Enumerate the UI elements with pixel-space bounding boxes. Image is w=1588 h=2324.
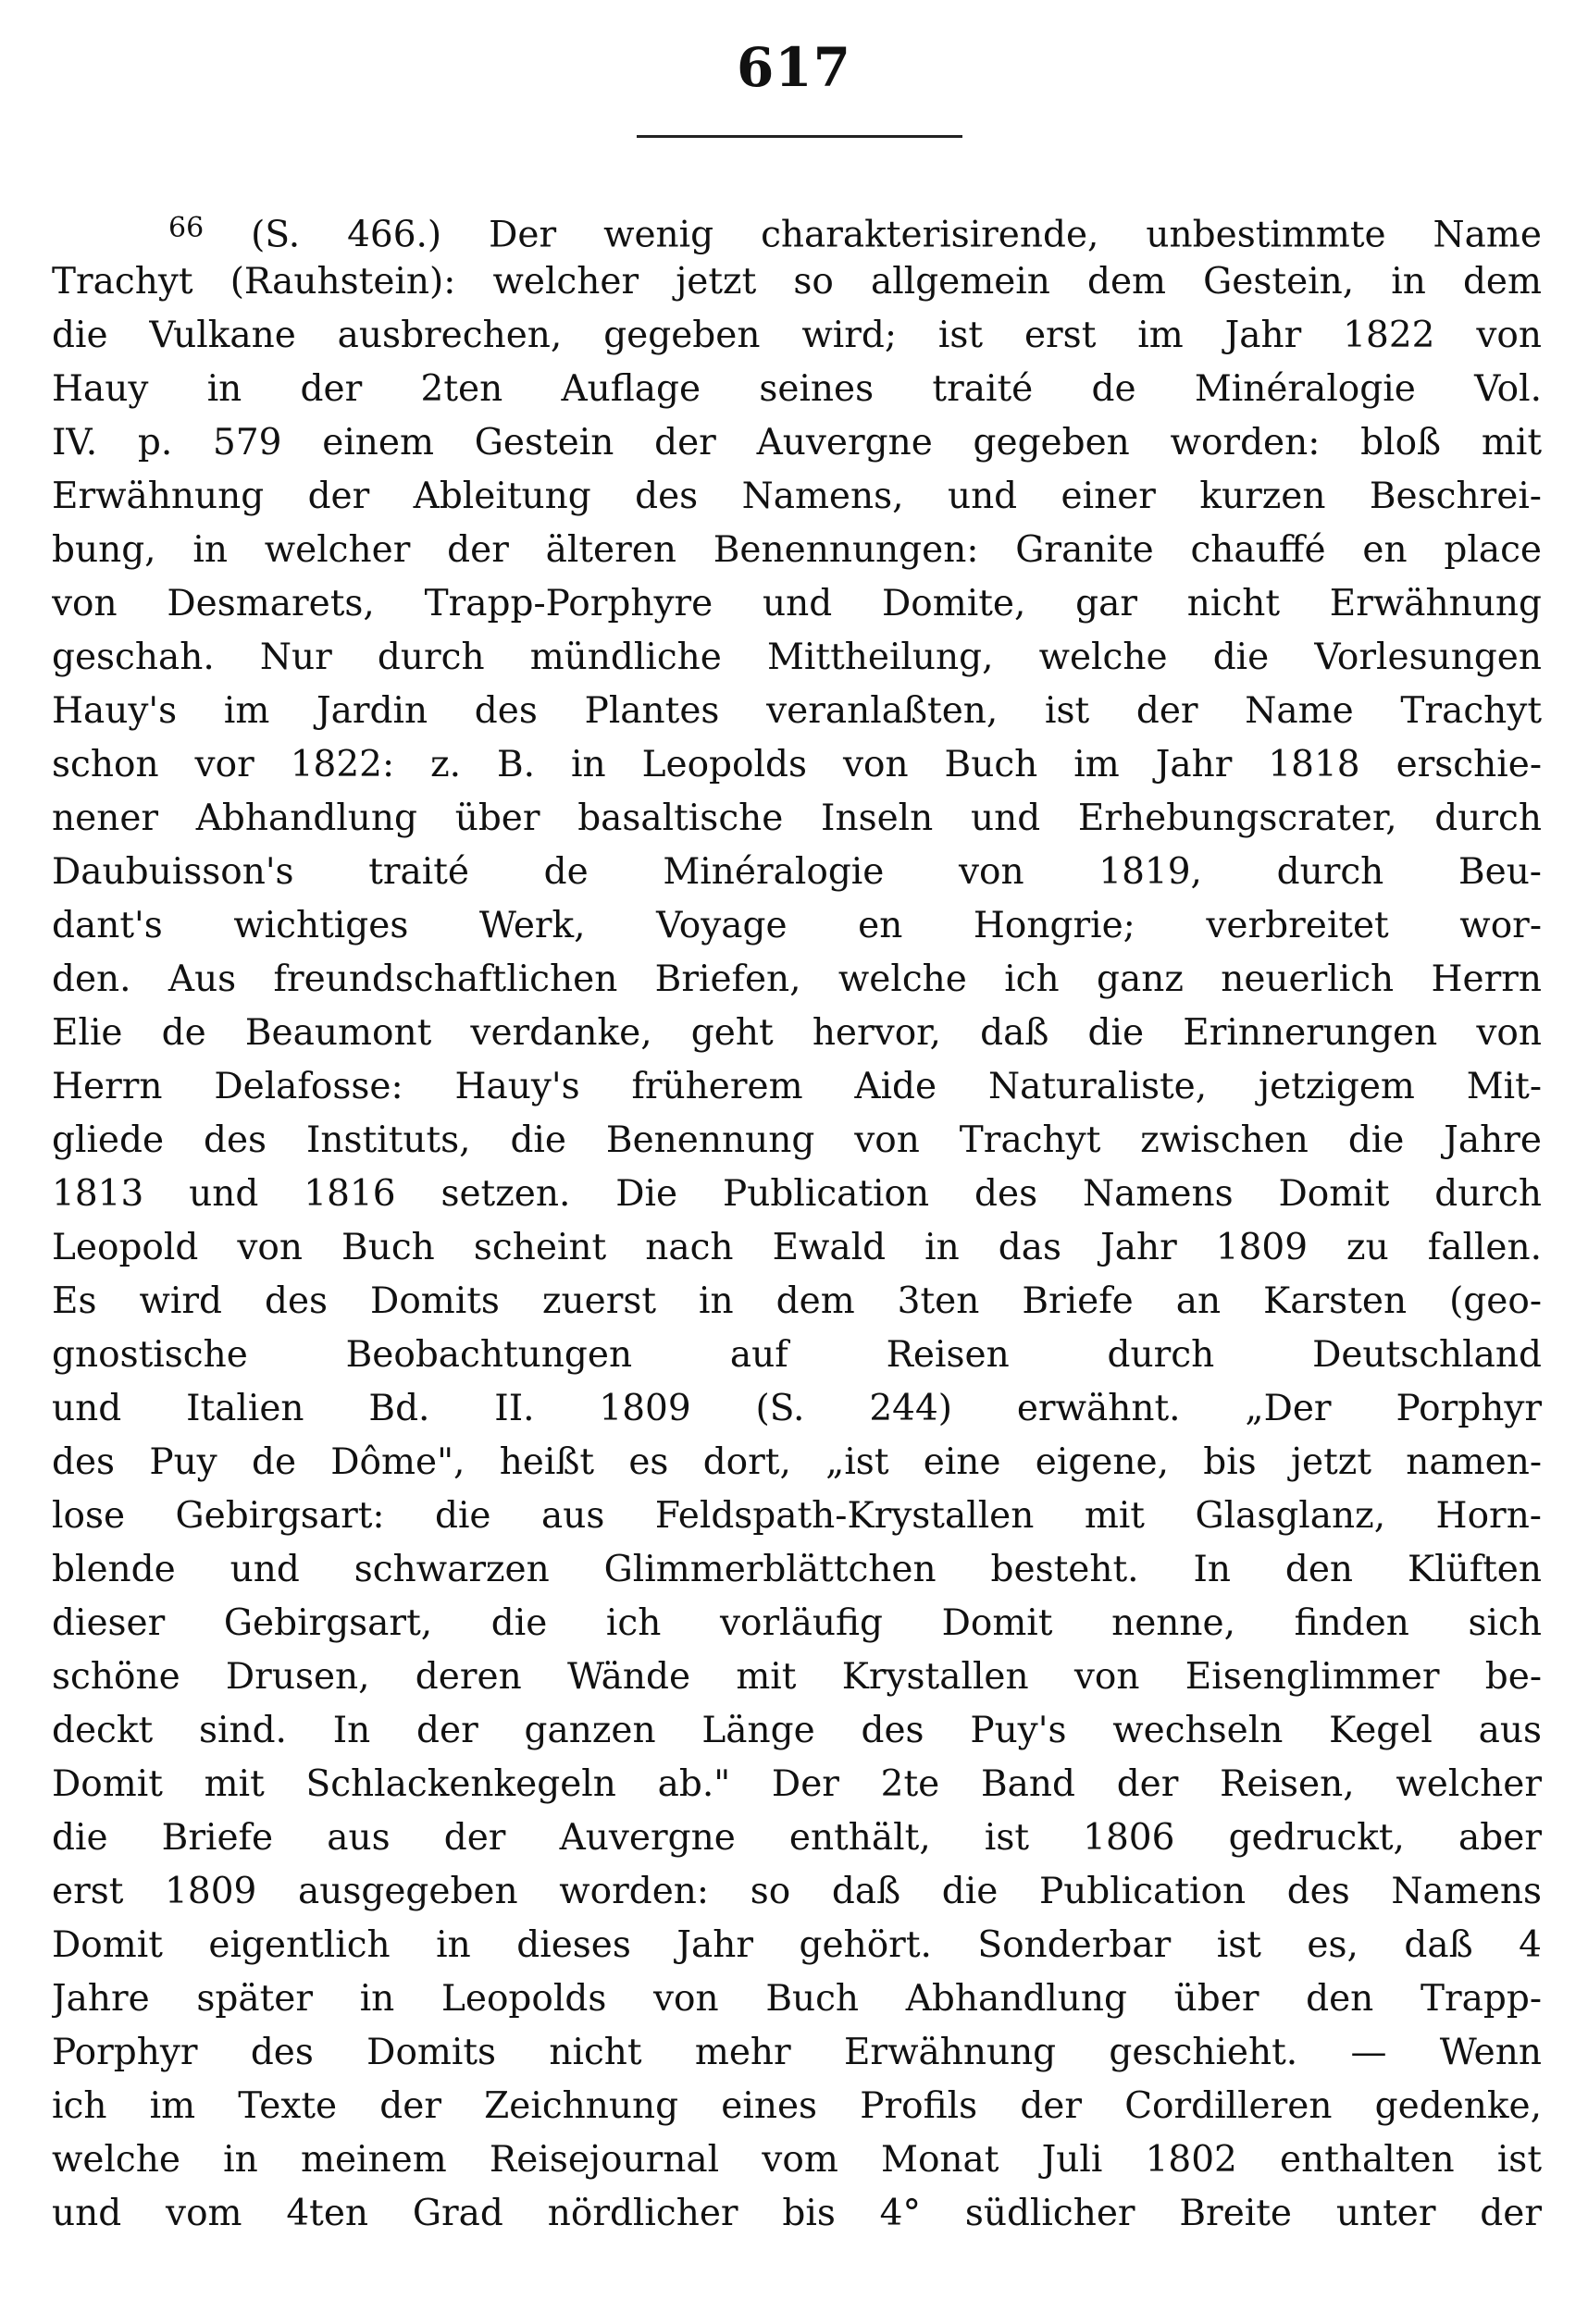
- text-line: Erwähnung der Ableitung des Namens, und einer kurzen Beschrei-: [52, 476, 1542, 517]
- page-number: 617: [736, 36, 852, 99]
- text-line: und vom 4ten Grad nördlicher bis 4° südlicher Breite unter der: [52, 2193, 1542, 2234]
- text-line: Leopold von Buch scheint nach Ewald in das Jahr 1809 zu fallen.: [52, 1227, 1542, 1268]
- text-line: gliede des Instituts, die Benennung von Trachyt zwischen die Jahre: [52, 1119, 1542, 1161]
- text-line: von Desmarets, Trapp-Porphyre und Domite, gar nicht Erwähnung: [52, 583, 1542, 624]
- text-line: welche in meinem Reisejournal vom Monat Juli 1802 enthalten ist: [52, 2139, 1542, 2181]
- text-line: Domit mit Schlackenkegeln ab." Der 2te Band der Reisen, welcher: [52, 1763, 1542, 1805]
- text-line: IV. p. 579 einem Gestein der Auvergne gegeben worden: bloß mit: [52, 422, 1542, 464]
- text-line: Elie de Beaumont verdanke, geht hervor, daß die Erinnerungen von: [52, 1012, 1542, 1054]
- text-line: schöne Drusen, deren Wände mit Krystallen von Eisenglimmer be-: [52, 1656, 1542, 1698]
- footnote-number: 66: [168, 212, 205, 244]
- text-line: den. Aus freundschaftlichen Briefen, welche ich ganz neuerlich Herrn: [52, 958, 1542, 1000]
- text-line: die Briefe aus der Auvergne enthält, ist 1806 gedruckt, aber: [52, 1817, 1542, 1859]
- text-line: schon vor 1822: z. B. in Leopolds von Buch im Jahr 1818 erschie-: [52, 744, 1542, 785]
- text-line: Jahre später in Leopolds von Buch Abhandlung über den Trapp-: [52, 1978, 1542, 2020]
- text-line: deckt sind. In der ganzen Länge des Puy's wechseln Kegel aus: [52, 1710, 1542, 1751]
- text-line: [52, 202, 1542, 255]
- text-line: lose Gebirgsart: die aus Feldspath-Krystallen mit Glasglanz, Horn-: [52, 1495, 1542, 1537]
- text-line: Hauy's im Jardin des Plantes veranlaßten, ist der Name Trachyt: [52, 690, 1542, 732]
- text-line: 1813 und 1816 setzen. Die Publication des Namens Domit durch: [52, 1173, 1542, 1215]
- text-line: Daubuisson's traité de Minéralogie von 1819, durch Beu-: [52, 851, 1542, 893]
- text-line: und Italien Bd. II. 1809 (S. 244) erwähnt. „Der Porphyr: [52, 1388, 1542, 1429]
- text-line: des Puy de Dôme", heißt es dort, „ist eine eigene, bis jetzt namen-: [52, 1441, 1542, 1483]
- footnote-body: [52, 202, 1542, 2241]
- text-line: die Vulkane ausbrechen, gegeben wird; ist erst im Jahr 1822 von: [52, 315, 1542, 356]
- text-line: gnostische Beobachtungen auf Reisen durch Deutschland: [52, 1334, 1542, 1376]
- text-line: nener Abhandlung über basaltische Inseln und Erhebungscrater, durch: [52, 797, 1542, 839]
- text-line-content: (S. 466.) Der wenig charakterisirende, unbestimmte Name: [251, 214, 1542, 255]
- text-line: Herrn Delafosse: Hauy's früherem Aide Naturaliste, jetzigem Mit-: [52, 1066, 1542, 1107]
- text-line: dieser Gebirgsart, die ich vorläufig Domit nenne, finden sich: [52, 1602, 1542, 1644]
- text-line: Domit eigentlich in dieses Jahr gehört. Sonderbar ist es, daß 4: [52, 1924, 1542, 1966]
- text-line: ich im Texte der Zeichnung eines Profils der Cordilleren gedenke,: [52, 2085, 1542, 2127]
- text-line: dant's wichtiges Werk, Voyage en Hongrie; verbreitet wor-: [52, 905, 1542, 946]
- text-line: geschah. Nur durch mündliche Mittheilung, welche die Vorlesungen: [52, 637, 1542, 678]
- text-line: blende und schwarzen Glimmerblättchen besteht. In den Klüften: [52, 1549, 1542, 1590]
- text-line: Es wird des Domits zuerst in dem 3ten Briefe an Karsten (geo-: [52, 1280, 1542, 1322]
- text-line: bung, in welcher der älteren Benennungen: Granite chauffé en place: [52, 529, 1542, 571]
- text-line: Trachyt (Rauhstein): welcher jetzt so allgemein dem Gestein, in dem: [52, 261, 1542, 303]
- text-line: Hauy in der 2ten Auflage seines traité de Minéralogie Vol.: [52, 368, 1542, 410]
- text-line: erst 1809 ausgegeben worden: so daß die Publication des Namens: [52, 1871, 1542, 1912]
- header-rule: [637, 135, 962, 138]
- text-line: Porphyr des Domits nicht mehr Erwähnung geschieht. — Wenn: [52, 2032, 1542, 2073]
